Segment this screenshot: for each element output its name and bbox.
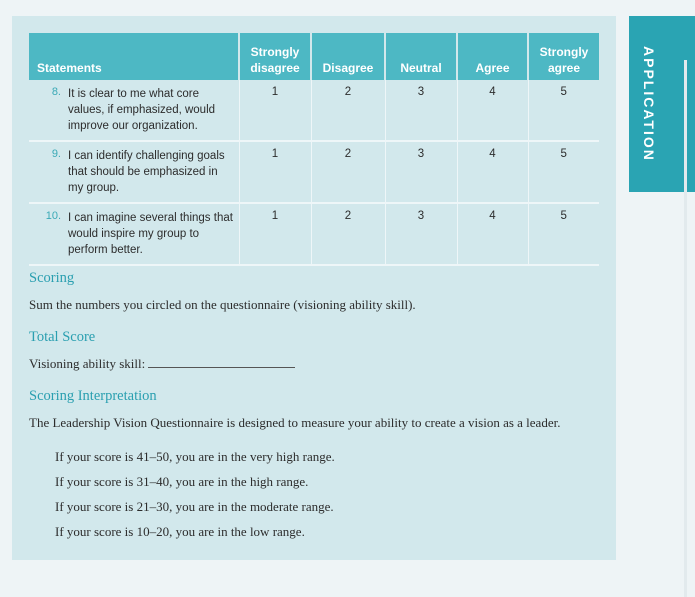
range-low: If your score is 10–20, you are in the low range. — [55, 524, 305, 539]
questionnaire-panel — [12, 16, 616, 560]
interpretation-heading: Scoring Interpretation — [29, 388, 157, 404]
score-option[interactable]: 2 — [311, 80, 385, 141]
score-option[interactable]: 5 — [528, 203, 599, 265]
score-option[interactable]: 1 — [239, 141, 311, 203]
statement-text: I can identify challenging goals that should be emphasized in my group. — [68, 150, 225, 194]
statement-number: 10. — [45, 210, 61, 222]
header-strongly-disagree — [239, 33, 311, 80]
header-neutral: Neutral — [385, 33, 457, 80]
table-row — [29, 141, 599, 203]
application-tab-label: APPLICATION — [641, 46, 657, 162]
header-agree: Agree — [457, 33, 528, 80]
interpretation-text: The Leadership Vision Questionnaire is designed to measure your ability to create a vision as a leader. — [29, 415, 561, 430]
header-disagree: Disagree — [311, 33, 385, 80]
score-option[interactable]: 5 — [528, 141, 599, 203]
score-option[interactable]: 4 — [457, 141, 528, 203]
score-option[interactable]: 4 — [457, 203, 528, 265]
page-edge-divider — [684, 60, 687, 597]
scoring-heading: Scoring — [29, 270, 75, 286]
range-high: If your score is 31–40, you are in the high range. — [55, 474, 309, 489]
statement-cell — [29, 80, 239, 141]
score-option[interactable]: 2 — [311, 141, 385, 203]
statement-cell — [29, 203, 239, 265]
header-strongly-agree-line1: Strongly — [539, 45, 589, 59]
statement-number: 9. — [51, 148, 61, 160]
score-option[interactable]: 4 — [457, 80, 528, 141]
header-strongly-agree — [528, 33, 599, 80]
score-option[interactable]: 5 — [528, 80, 599, 141]
total-score-label: Visioning ability skill: — [29, 356, 146, 371]
questionnaire-table — [29, 33, 599, 266]
score-option[interactable]: 1 — [239, 203, 311, 265]
table-header-row — [29, 33, 599, 80]
header-statements: Statements — [29, 33, 239, 80]
table-row — [29, 203, 599, 265]
statement-number: 8. — [51, 86, 61, 98]
score-option[interactable]: 3 — [385, 141, 457, 203]
statement-text: I can imagine several things that would inspire my group to perform better. — [68, 212, 233, 256]
total-score-heading: Total Score — [29, 329, 96, 345]
header-strongly-disagree-line2: disagree — [250, 61, 300, 75]
range-moderate: If your score is 21–30, you are in the moderate range. — [55, 499, 334, 514]
score-option[interactable]: 1 — [239, 80, 311, 141]
table-row — [29, 80, 599, 141]
range-very-high: If your score is 41–50, you are in the very high range. — [55, 449, 335, 464]
total-score-line — [29, 356, 295, 372]
header-strongly-agree-line2: agree — [547, 61, 581, 75]
header-strongly-disagree-line1: Strongly — [250, 45, 300, 59]
scoring-text: Sum the numbers you circled on the questionnaire (visioning ability skill). — [29, 297, 416, 312]
total-score-blank[interactable] — [148, 357, 295, 368]
statement-cell — [29, 141, 239, 203]
score-option[interactable]: 3 — [385, 80, 457, 141]
statement-text: It is clear to me what core values, if emphasized, would improve our organization. — [68, 88, 216, 132]
score-option[interactable]: 2 — [311, 203, 385, 265]
score-option[interactable]: 3 — [385, 203, 457, 265]
